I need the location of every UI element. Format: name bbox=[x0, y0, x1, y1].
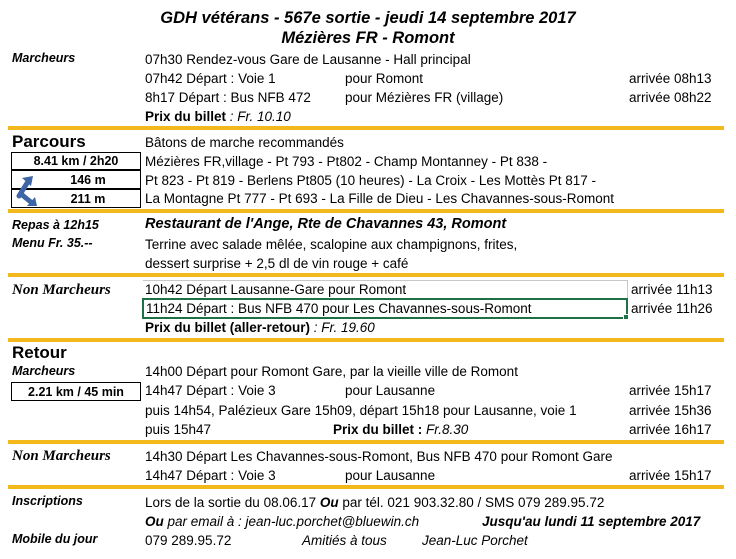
retour-depart-1: 14h47 Départ : Voie 3 bbox=[145, 383, 276, 398]
parcours-descent-box: 211 m bbox=[11, 189, 141, 208]
mobile-name: Jean-Luc Porchet bbox=[422, 533, 528, 548]
non-marcheurs-price bbox=[145, 319, 375, 336]
retour-price-label: Prix du billet : bbox=[333, 422, 423, 437]
marcheurs-destination-2: pour Mézières FR (village) bbox=[345, 90, 504, 105]
repas-restaurant: Restaurant de l'Ange, Rte de Chavannes 43, Romont bbox=[145, 216, 507, 232]
retour-arrivee-3: arrivée 16h17 bbox=[629, 422, 712, 437]
inscriptions-or-2: Ou bbox=[145, 514, 164, 529]
parcours-label: Parcours bbox=[12, 132, 86, 151]
marcheurs-arrivee-2: arrivée 08h22 bbox=[629, 90, 712, 105]
retour-marcheurs-label: Marcheurs bbox=[12, 364, 76, 378]
retour-destination-1: pour Lausanne bbox=[345, 383, 436, 398]
non-marcheurs-label: Non Marcheurs bbox=[12, 282, 111, 298]
parcours-distance-box: 8.41 km / 2h20 bbox=[11, 152, 141, 170]
page-title: GDH vétérans - 567e sortie - jeudi 14 septembre 2017 bbox=[160, 9, 576, 27]
marcheurs-price-label: Prix du billet bbox=[145, 109, 227, 124]
marcheurs-rendezvous: 07h30 Rendez-vous Gare de Lausanne - Hall principal bbox=[145, 52, 471, 67]
parcours-route-2: Pt 823 - Pt 819 - Berlens Pt805 (10 heures) - La Croix - Les Mottès Pt 817 - bbox=[145, 173, 596, 188]
non-marcheurs-depart-2: 11h24 Départ : Bus NFB 470 pour Les Chavannes-sous-Romont bbox=[146, 301, 532, 316]
retour-price-value: Fr.8.30 bbox=[422, 422, 469, 437]
marcheurs-price-value: : Fr. 10.10 bbox=[226, 109, 291, 124]
non-marcheurs-price-value: : Fr. 19.60 bbox=[310, 320, 375, 335]
retour-label: Retour bbox=[12, 343, 67, 362]
mobile-number: 079 289.95.72 bbox=[145, 533, 232, 548]
marcheurs-price bbox=[145, 108, 291, 125]
marcheurs-destination-1: pour Romont bbox=[345, 71, 424, 86]
retour-nm-train: 14h47 Départ : Voie 3 bbox=[145, 468, 276, 483]
retour-nm-depart: 14h30 Départ Les Chavannes-sous-Romont, Bus NFB 470 pour Romont Gare bbox=[145, 449, 613, 464]
repas-menu: Menu Fr. 35.-- bbox=[12, 236, 93, 250]
retour-arrivee-2: arrivée 15h36 bbox=[629, 403, 712, 418]
inscriptions-line-1 bbox=[145, 494, 604, 511]
retour-arrivee-1: arrivée 15h17 bbox=[629, 383, 712, 398]
up-down-arrow-icon bbox=[13, 170, 41, 208]
non-marcheurs-arrivee-1: arrivée 11h13 bbox=[631, 282, 713, 297]
inscriptions-phone: par tél. 021 903.32.80 / SMS 079 289.95.72 bbox=[338, 495, 605, 510]
retour-nm-arrivee: arrivée 15h17 bbox=[629, 468, 712, 483]
mobile-greeting: Amitiés à tous bbox=[302, 533, 387, 548]
parcours-note: Bâtons de marche recommandés bbox=[145, 135, 344, 150]
separator-5 bbox=[8, 440, 724, 444]
marcheurs-depart-2: 8h17 Départ : Bus NFB 472 bbox=[145, 90, 311, 105]
page-subtitle: Mézières FR - Romont bbox=[281, 29, 455, 47]
separator-6 bbox=[8, 485, 724, 489]
parcours-route-3: La Montagne Pt 777 - Pt 693 - La Fille de Dieu - Les Chavannes-sous-Romont bbox=[145, 191, 615, 206]
inscriptions-line-2 bbox=[145, 513, 419, 530]
retour-distance-box: 2.21 km / 45 min bbox=[11, 382, 141, 401]
cell-gridline-vertical bbox=[627, 280, 628, 299]
separator-3 bbox=[8, 273, 724, 277]
separator-1 bbox=[8, 126, 724, 130]
repas-label: Repas à 12h15 bbox=[12, 218, 99, 232]
separator-4 bbox=[8, 338, 724, 342]
retour-depart-romont: 14h00 Départ pour Romont Gare, par la vieille ville de Romont bbox=[145, 364, 518, 379]
non-marcheurs-price-label: Prix du billet (aller-retour) bbox=[145, 320, 311, 335]
parcours-ascent-box: 146 m bbox=[11, 170, 141, 189]
marcheurs-label: Marcheurs bbox=[12, 51, 76, 65]
retour-nm-destination: pour Lausanne bbox=[345, 468, 436, 483]
inscriptions-label: Inscriptions bbox=[12, 494, 83, 508]
retour-price bbox=[333, 421, 468, 438]
non-marcheurs-arrivee-2: arrivée 11h26 bbox=[631, 301, 713, 316]
parcours-route-1: Mézières FR,village - Pt 793 - Pt802 - Champ Montanney - Pt 838 - bbox=[145, 154, 548, 169]
mobile-label: Mobile du jour bbox=[12, 532, 98, 546]
marcheurs-arrivee-1: arrivée 08h13 bbox=[629, 71, 712, 86]
retour-non-marcheurs-label: Non Marcheurs bbox=[12, 448, 111, 464]
inscriptions-email: par email à : jean-luc.porchet@bluewin.ch bbox=[163, 514, 420, 529]
separator-2 bbox=[8, 209, 724, 213]
retour-connexion: puis 14h54, Palézieux Gare 15h09, départ 15h18 pour Lausanne, voie 1 bbox=[145, 403, 577, 418]
repas-menu-line-1: Terrine avec salade mêlée, scalopine aux champignons, frites, bbox=[145, 237, 518, 252]
inscriptions-date: Lors de la sortie du 08.06.17 bbox=[145, 495, 317, 510]
inscriptions-or-1: Ou bbox=[319, 495, 339, 510]
inscriptions-deadline: Jusqu'au lundi 11 septembre 2017 bbox=[482, 514, 701, 529]
fill-handle[interactable] bbox=[623, 314, 629, 320]
marcheurs-depart-1: 07h42 Départ : Voie 1 bbox=[145, 71, 276, 86]
repas-menu-line-2: dessert surprise + 2,5 dl de vin rouge + café bbox=[145, 256, 409, 271]
non-marcheurs-depart-1: 10h42 Départ Lausanne-Gare pour Romont bbox=[145, 282, 407, 297]
retour-depart-final: puis 15h47 bbox=[145, 422, 212, 437]
